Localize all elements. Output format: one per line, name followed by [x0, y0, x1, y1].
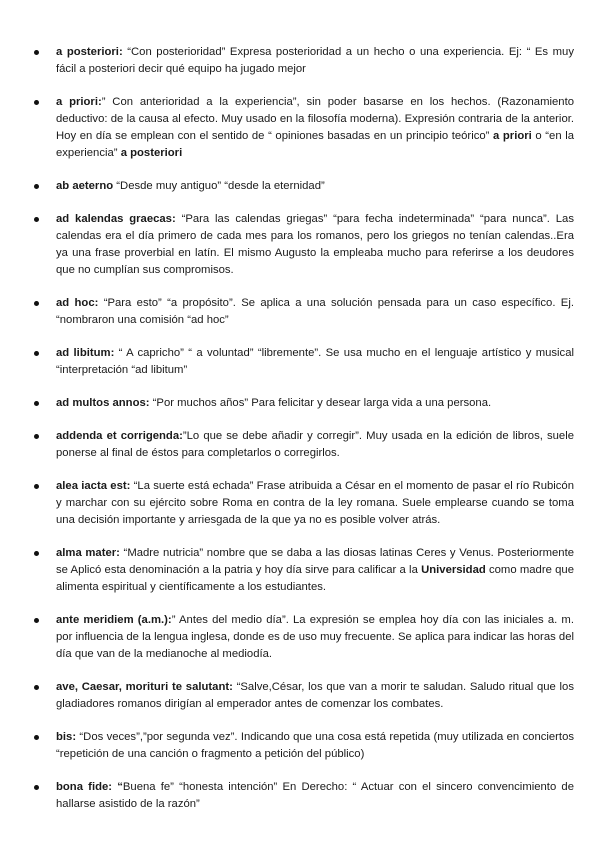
- glossary-term: alea iacta est:: [56, 480, 131, 492]
- glossary-entry: [34, 612, 574, 663]
- glossary-term: ad kalendas graecas:: [56, 213, 176, 225]
- definition-text: ” Antes del medio día”. La expresión se emplea hoy día con las iniciales a. m. por influencia de la lengua inglesa, donde es de uso muy frecuente. Se aplica para indicar las horas del día que van de la medianoche al mediodía.: [56, 614, 574, 660]
- definition-text: “Por muchos años” Para felicitar y desear larga vida a una persona.: [149, 397, 492, 409]
- glossary-entry: [34, 779, 574, 813]
- definition-text: ” Con anterioridad a la experiencia”, sin poder basarse en los hechos. (Razonamiento deductivo: de la causa al efecto. Muy usado en la filosofía moderna). Expresión contraria de la anterior. Hoy en día se emplean con el sentido de “ opiniones basadas en un principio teórico”: [56, 96, 574, 142]
- glossary-entry: [34, 345, 574, 379]
- glossary-entry: [34, 679, 574, 713]
- bullet-icon: [34, 351, 39, 356]
- bold-text: “: [117, 781, 123, 793]
- glossary-entry: [34, 295, 574, 329]
- definition-text: “Para las calendas griegas” “para fecha indeterminada” “para nunca”. Las calendas era el día primero de cada mes para los romanos, pero los griegos no tenían calendas..Era ya una frase proverbial en latín. El mismo Augusto la empleaba mucho para referirse a los deudores que no cumplían sus compromisos.: [56, 213, 574, 276]
- definition-text: o “en la experiencia”: [56, 130, 574, 159]
- glossary-list: [34, 44, 574, 813]
- glossary-entry: [34, 428, 574, 462]
- definition-text: “Dos veces”,”por segunda vez”. Indicando que una cosa está repetida (muy utilizada en conciertos “repetición de una canción o fragmento a petición del público): [56, 731, 574, 760]
- definition-text: ”Lo que se debe añadir y corregir”. Muy usada en la edición de libros, suele ponerse al final de éstos para completarlos o corregirlos.: [56, 430, 574, 459]
- definition-text: “Con posterioridad” Expresa posterioridad a un hecho o una experiencia. Ej: “ Es muy fácil a posteriori decir qué equipo ha jugado mejor: [56, 46, 574, 75]
- definition-text: “Salve,César, los que van a morir te saludan. Saludo ritual que los gladiadores romanos dirigían al emperador antes de comenzar los combates.: [56, 681, 574, 710]
- glossary-entry: [34, 94, 574, 162]
- glossary-term: ave, Caesar, morituri te salutant:: [56, 681, 233, 693]
- definition-text: “ A capricho” “ a voluntad” “libremente”. Se usa mucho en el lenguaje artístico y musical “interpretación “ad libitum”: [56, 347, 574, 376]
- bullet-icon: [34, 618, 39, 623]
- bullet-icon: [34, 685, 39, 690]
- glossary-term: ante meridiem (a.m.):: [56, 614, 172, 626]
- glossary-term: alma mater:: [56, 547, 120, 559]
- definition-text: Buena fe” “honesta intención” En Derecho: “ Actuar con el sincero convencimiento de hallarse asistido de la razón”: [56, 781, 574, 810]
- definition-text: “Madre nutricia” nombre que se daba a las diosas latinas Ceres y Venus. Posteriormente se Aplicó esta denominación a la patria y hoy día sirve para calificar a la: [56, 547, 574, 576]
- glossary-entry: [34, 211, 574, 279]
- bold-text: Universidad: [421, 564, 486, 576]
- glossary-entry: [34, 395, 574, 412]
- bullet-icon: [34, 785, 39, 790]
- glossary-term: bis:: [56, 731, 77, 743]
- glossary-term: ad libitum:: [56, 347, 115, 359]
- bold-text: a posteriori: [120, 147, 183, 159]
- bullet-icon: [34, 434, 39, 439]
- bullet-icon: [34, 401, 39, 406]
- glossary-term: a priori:: [56, 96, 102, 108]
- definition-text: “Para esto” “a propósito”. Se aplica a una solución pensada para un caso específico. Ej. “nombraron una comisión “ad hoc”: [56, 297, 574, 326]
- bullet-icon: [34, 484, 39, 489]
- glossary-entry: [34, 44, 574, 78]
- glossary-term: ad multos annos:: [56, 397, 150, 409]
- bullet-icon: [34, 100, 39, 105]
- bold-text: a priori: [493, 130, 532, 142]
- definition-text: “La suerte está echada” Frase atribuida a César en el momento de pasar el río Rubicón y marchar con su ejército sobre Roma en contra de la ley romana. Suele emplearse cuando se toma una decisión importante y arriesgada de la que ya no es posible volver atrás.: [56, 480, 574, 526]
- glossary-entry: [34, 178, 574, 195]
- glossary-term: bona fide:: [56, 781, 113, 793]
- glossary-term: addenda et corrigenda:: [56, 430, 183, 442]
- bullet-icon: [34, 184, 39, 189]
- bullet-icon: [34, 50, 39, 55]
- bullet-icon: [34, 551, 39, 556]
- bullet-icon: [34, 217, 39, 222]
- glossary-entry: [34, 729, 574, 763]
- glossary-term: a posteriori:: [56, 46, 123, 58]
- bullet-icon: [34, 735, 39, 740]
- glossary-term: ad hoc:: [56, 297, 99, 309]
- definition-text: “Desde muy antiguo” “desde la eternidad”: [113, 180, 325, 192]
- bullet-icon: [34, 301, 39, 306]
- definition-text: como madre que alimenta espiritual y científicamente a los estudiantes.: [56, 564, 574, 593]
- glossary-entry: [34, 478, 574, 529]
- glossary-term: ab aeterno: [56, 180, 114, 192]
- glossary-entry: [34, 545, 574, 596]
